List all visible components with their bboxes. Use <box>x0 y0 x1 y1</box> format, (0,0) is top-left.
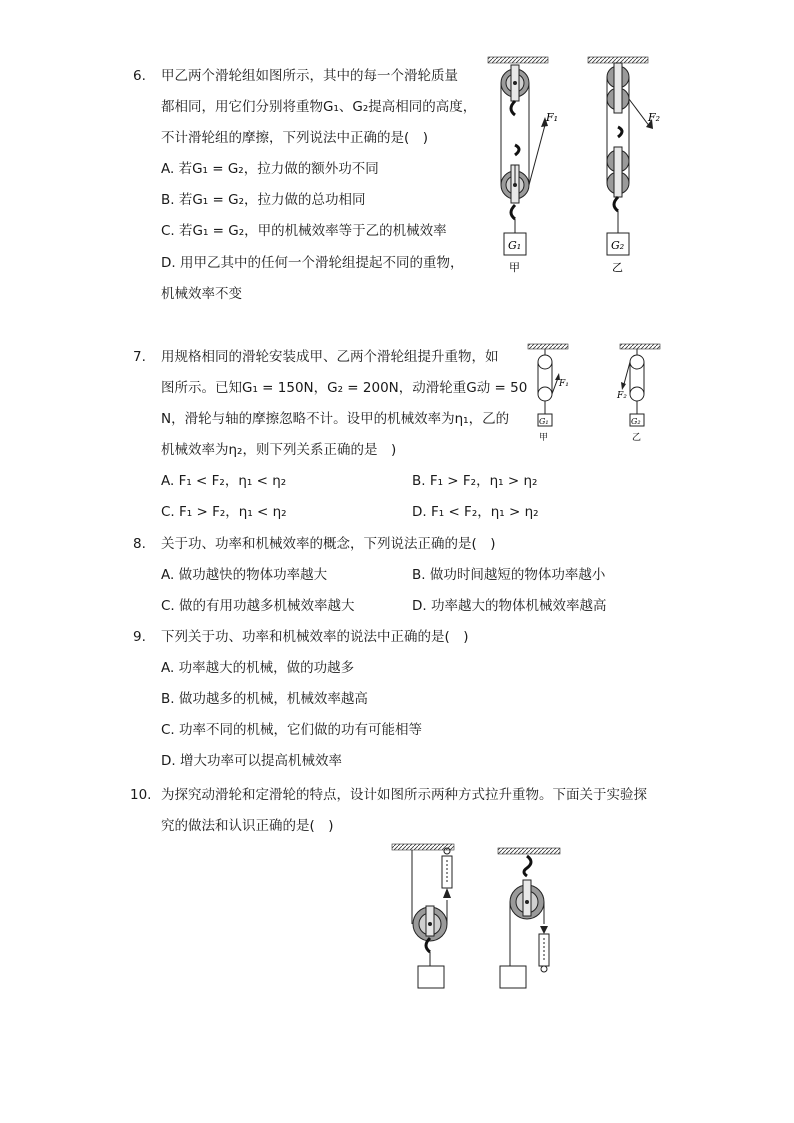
q7-option-a[interactable]: A. F₁ < F₂，η₁ < η₂ <box>161 473 287 489</box>
q6-label-g1: G₁ <box>508 239 522 252</box>
q6-stem-line3: 不计滑轮组的摩擦，下列说法中正确的是( ) <box>161 130 429 146</box>
q7-label-f1: F₁ <box>559 379 569 389</box>
q7-stem-line1: 用规格相同的滑轮安装成甲、乙两个滑轮组提升重物，如 <box>161 349 499 365</box>
q6-pulley-figure <box>480 55 680 280</box>
q7-label-g2: G₂ <box>631 417 641 426</box>
q7-moving-pulley-jia <box>538 387 552 401</box>
q7-label-g1: G₁ <box>539 417 549 426</box>
q7-label-f2: F₂ <box>617 391 627 401</box>
q9-option-c[interactable]: C. 功率不同的机械，它们做的功有可能相等 <box>161 722 423 738</box>
q6-fixed-pulleys-yi <box>607 63 629 113</box>
q7-option-c[interactable]: C. F₁ > F₂，η₁ < η₂ <box>161 504 287 520</box>
q9-option-b[interactable]: B. 做功越多的机械，机械效率越高 <box>161 691 368 707</box>
q6-label-f2: F₂ <box>648 111 661 124</box>
q10-stem-line2: 究的做法和认识正确的是( ) <box>161 818 334 834</box>
q6-option-d-line2[interactable]: 机械效率不变 <box>161 286 242 302</box>
q10-number: 10. <box>130 787 152 803</box>
q6-hook-icon <box>511 101 515 115</box>
q6-stem-line2: 都相同，用它们分别将重物G₁、G₂提高相同的高度， <box>161 99 477 115</box>
q7-stem-line4: 机械效率为η₂，则下列关系正确的是 ) <box>161 442 397 458</box>
q6-ceiling-jia <box>488 57 548 63</box>
q6-moving-pulleys-yi <box>607 147 629 197</box>
q6-caption-jia: 甲 <box>509 261 520 274</box>
q8-option-b[interactable]: B. 做功时间越短的物体功率越小 <box>412 567 606 583</box>
q9-option-a[interactable]: A. 功率越大的机械，做的功越多 <box>161 660 355 676</box>
q7-fixed-pulley-jia <box>538 355 552 369</box>
q6-number: 6. <box>133 68 146 84</box>
q7-number: 7. <box>133 349 146 365</box>
q6-label-g2: G₂ <box>611 239 625 252</box>
q10-weight-left <box>418 966 444 988</box>
q8-option-d[interactable]: D. 功率越大的物体机械效率越高 <box>412 598 607 614</box>
q7-pulley-figure <box>520 342 670 447</box>
q6-ceiling-yi <box>588 57 648 63</box>
q6-option-b[interactable]: B. 若G₁ = G₂，拉力做的总功相同 <box>161 192 366 208</box>
q10-moving-pulley <box>413 906 447 941</box>
q10-fixed-pulley <box>510 880 544 919</box>
q9-option-d[interactable]: D. 增大功率可以提高机械效率 <box>161 753 342 769</box>
q10-stem-line1: 为探究动滑轮和定滑轮的特点，设计如图所示两种方式拉升重物。下面关于实验探 <box>161 787 647 803</box>
q6-option-c[interactable]: C. 若G₁ = G₂，甲的机械效率等于乙的机械效率 <box>161 223 447 239</box>
q9-stem: 下列关于功、功率和机械效率的说法中正确的是( ) <box>161 629 469 645</box>
q7-caption-yi: 乙 <box>632 433 642 443</box>
q6-rope-yi <box>629 99 650 127</box>
q7-fixed-pulley-yi <box>630 355 644 369</box>
q10-spring-scale-up <box>442 848 452 898</box>
q7-caption-jia: 甲 <box>539 433 549 443</box>
q6-caption-yi: 乙 <box>612 261 623 274</box>
q7-moving-pulley-yi <box>630 387 644 401</box>
q6-rope-jia <box>529 125 545 185</box>
q8-option-a[interactable]: A. 做功越快的物体功率越大 <box>161 567 328 583</box>
q10-pulley-figure <box>390 842 570 992</box>
q7-stem-line3: N，滑轮与轴的摩擦忽略不计。设甲的机械效率为η₁，乙的 <box>161 411 510 427</box>
q8-number: 8. <box>133 536 146 552</box>
q10-spring-scale-down <box>539 926 549 972</box>
q7-option-d[interactable]: D. F₁ < F₂，η₁ > η₂ <box>412 504 539 520</box>
q10-weight-right <box>500 966 526 988</box>
q6-option-d-line1[interactable]: D. 用甲乙其中的任何一个滑轮组提起不同的重物， <box>161 255 464 271</box>
q6-label-f1: F₁ <box>546 111 559 124</box>
q9-number: 9. <box>133 629 146 645</box>
q6-fixed-pulley-jia <box>501 65 529 101</box>
q7-option-b[interactable]: B. F₁ > F₂，η₁ > η₂ <box>412 473 538 489</box>
q8-option-c[interactable]: C. 做的有用功越多机械效率越大 <box>161 598 355 614</box>
q6-option-a[interactable]: A. 若G₁ = G₂，拉力做的额外功不同 <box>161 161 379 177</box>
q6-stem-line1: 甲乙两个滑轮组如图所示，其中的每一个滑轮质量 <box>161 68 458 84</box>
q8-stem: 关于功、功率和机械效率的概念，下列说法正确的是( ) <box>161 536 496 552</box>
q7-stem-line2: 图所示。已知G₁ = 150N，G₂ = 200N，动滑轮重G动 = 50 <box>161 380 528 396</box>
